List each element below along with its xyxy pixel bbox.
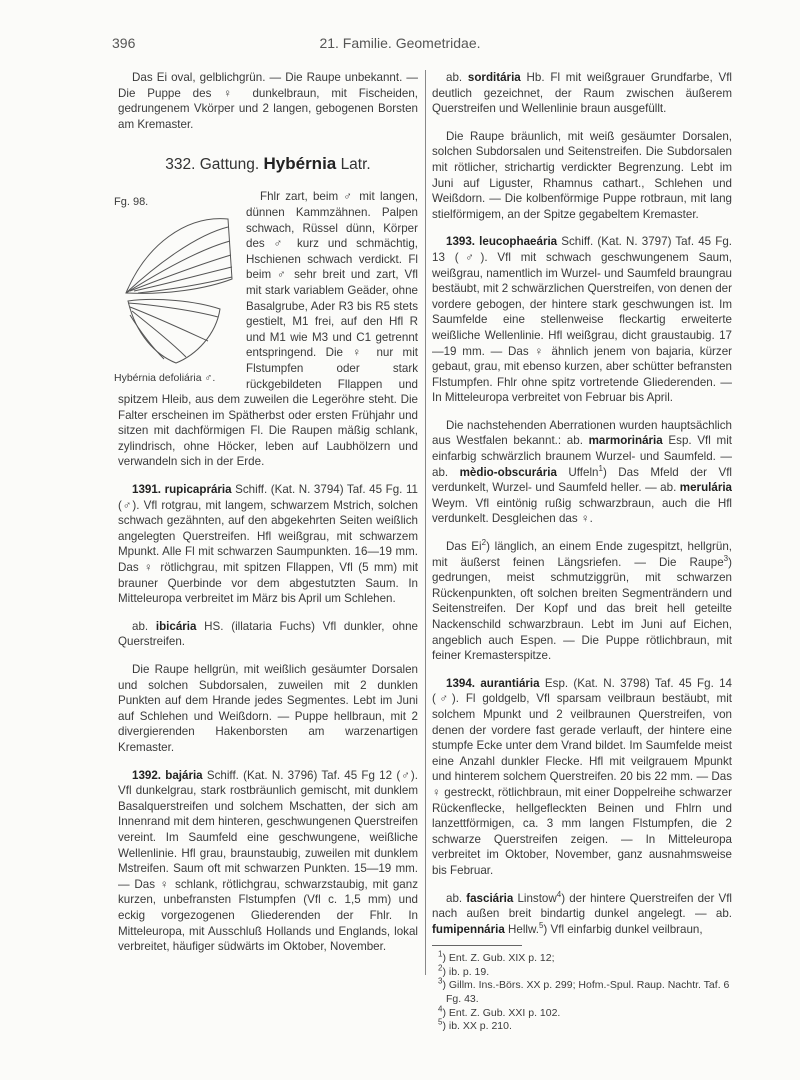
- aberration-name: fasciária: [466, 891, 514, 905]
- genus-number: 332. Gattung.: [165, 156, 260, 174]
- page-number: 396: [112, 35, 136, 51]
- genus-author: Latr.: [340, 156, 371, 174]
- intro-paragraph: Das Ei oval, gelblichgrün. — Die Raupe unbekannt. — Die Puppe des ♀ dunkelbraun, mit Fischeiden, gedrungenem Vkörper und 2 langen, gebogenen Borsten am Kremaster.: [118, 71, 418, 131]
- aberration-name: fumipennária: [432, 922, 505, 936]
- right-column: [432, 70, 732, 1034]
- species-1393: 1393. leucophaeária Schiff. (Kat. N. 3797) Taf. 45 Fg. 13 (♂). Vfl mit schwach geschwungenem Saum, weißgrau, namentlich im Wurzel- und Saumfeld braungrau bestäubt, mit 2 schwärzlichen Querstreifen, von denen der vordere gebogen, der hintere stark geschwungen ist. Im Saumfelde eine stellenweise fleckartig erweiterte weißliche Wellenlinie. Hfl weißgrau, dicht graustaubig. 17—19 mm. — Das ♀ ähnlich jenem von bajaria, kürzer gebaut, grau, mit ebenso kurzen, aber schütter befransten Flstumpfen. Fhlr ohne spitz vortretende Gliederenden. — In Mitteleuropa verbreitet von Februar bis April.: [432, 235, 732, 405]
- genus-heading: [118, 154, 418, 175]
- wing-venation-drawing: [116, 205, 236, 369]
- footnote: $^4$) Ent. Z. Gub. XXI p. 102.: [438, 1004, 561, 1019]
- species-name: 1391. rupicaprária: [132, 483, 232, 497]
- aberration-name: marmorinária: [588, 434, 663, 448]
- footnote-ref: 3: [723, 553, 729, 563]
- aberration-name: ibicária: [155, 619, 197, 633]
- raupe-1391: Die Raupe hellgrün, mit weißlich gesäumter Dorsalen und solchen Subdorsalen, zuweilen mit 2 dunklen Punkten auf dem Hrande jedes Segmentes. Lebt im Juni auf Schlehen und Weißdorn. — Puppe hellbraun, mit 2 divergierenden Hakenborsten am warzenartigen Kremaster.: [118, 663, 418, 754]
- aberration-name: sorditária: [467, 71, 521, 84]
- page-header: [112, 36, 688, 56]
- aberration-ibicaria: ab. ibicária HS. (illataria Fuchs) Vfl dunkler, ohne Querstreifen.: [118, 619, 419, 649]
- running-head: 21. Familie. Geometridae.: [319, 35, 481, 51]
- footnote: $^2$) ib. p. 19.: [438, 963, 490, 978]
- species-1392: 1392. bajária Schiff. (Kat. N. 3796) Taf. 45 Fg 12 (♂). Vfl dunkelgrau, stark rostbräunlich gemischt, mit dunklem Basalquerstreifen und solchem Mschatten, der sich am Innenrand mit dem hinteren, geschwungenen Querstreifen vereint. Im Saumfeld eine geschwungene, weißliche Wellenlinie. Hfl grau, braunstaubig, zuweilen mit dunklem Mstreifen. Saum oft mit schwarzen Punkten. 15—19 mm. — Das ♀ schlank, rötlichgrau, schwarzstaubig, mit ganz kurzen, unbefransten Flstumpfen (Vfl c. 1,5 mm) und eckig vorgezogenen Gliederenden der Fhlr. In Mitteleuropa, mit Ausschluß Hollands und Englands, lokal verbreitet, häufiger südwärts im Oktober, November.: [118, 768, 418, 954]
- aberrations-1394: ab. fasciária Linstow$^4$) der hintere Querstreifen der Vfl nach außen breit bindartig dunkel angelegt. — ab. fumipennária Hellw.$^5$) Vfl einfarbig dunkel veilbraun,: [432, 889, 732, 936]
- footnote-ref: 5: [538, 920, 544, 930]
- raupe-1392: Die Raupe bräunlich, mit weiß gesäumter Dorsalen, solchen Subdorsalen und Seitenstreifen. Die Subdorsalen mit rötlicher, strichartig verdickter Begrenzung. Lebt im Juni auf Liguster, Rhamnus cathart., Schlehen und Weißdorn. — Die kolbenförmige Puppe rotbraun, mit lang stielförmigem, an der Spitze gegabeltem Kremaster.: [432, 129, 732, 221]
- wing-venation-figure: [114, 189, 238, 389]
- species-1394: 1394. aurantiária Esp. (Kat. N. 3798) Taf. 45 Fg. 14 (♂). Fl goldgelb, Vfl sparsam veilbraun bestäubt, mit solchem Mpunkt und 2 veilbraunen Querstreifen, von denen der vordere fast gerade verlauft, der hintere eine stumpfe Ecke unter dem Vrand bildet. Im Saumfelde meist eine Anzahl dunkler Flecke. Hfl mit veilgrauem Mpunkt und hinterem solchem Querstreifen. 20 bis 22 mm. — Das ♀ gestreckt, rötlichbraun, mit einer Doppelreihe schwarzer Rückenflecke, hellgefleckten Beinen und Fhlrn und lanzettförmigen, ca. 3 mm langen Flstumpfen, die 2 schwarze Querstreifen zeigen. — In Mitteleuropa verbreitet im Oktober, November, ganz ausnahmsweise bis Februar.: [432, 676, 732, 877]
- species-name: 1393. leucophaeária: [446, 235, 558, 249]
- aberration-sorditaria: ab. sorditária Hb. Fl mit weißgrauer Grundfarbe, Vfl deutlich gezeichnet, der Raum zwischen äußerem Querstreifen und Wellenlinie braun ausgefüllt.: [432, 71, 732, 116]
- genus-name: Hybérnia: [263, 154, 337, 174]
- species-name: 1392. bajária: [132, 768, 203, 782]
- footnote: $^3$) Gillm. Ins.-Börs. XX p. 299; Hofm.-Spul. Raup. Nachtr. Taf. 6 Fg. 43.: [438, 976, 730, 1006]
- species-name: 1394. aurantiária: [446, 676, 540, 690]
- figure-caption: Hybérnia defoliária ♂.: [114, 372, 216, 385]
- footnote-ref: 2: [481, 538, 487, 548]
- footnotes: [432, 949, 732, 1034]
- footnote-ref: 4: [556, 889, 562, 899]
- footnote-rule: [432, 945, 522, 946]
- genus-description: Fhlr zart, beim ♂ mit langen, dünnen Kammzähnen. Palpen schwach, Rüssel dünn, Körper des ♂ kurz und schmächtig, Hschienen schwach verdickt. Fl beim ♂ sehr breit und zart, Vfl mit stark variablem Geäder, ohne Basalgrube, Ader R3 bis R5 stets gestielt, M1 frei, auf den Hfl R und M1 wie M3 und C1 getrennt entspringend. Die ♀ nur mit Flstumpfen oder stark rückgebildeten Fllappen und spitzem Hleib, aus dem zuweilen die Legeröhre steht. Die Falter erscheinen im Spätherbst oder ersten Frühjahr und sitzen mit dachförmigen Fl. Die Raupen mäßig schlank, zylindrisch, ohne Höcker, leben auf Laubhölzern und verwandeln sich in der Erde.: [118, 190, 418, 469]
- footnote: $^1$) Ent. Z. Gub. XIX p. 12;: [438, 949, 555, 965]
- footnote-ref: 1: [598, 463, 603, 473]
- aberration-name: mèdio-obscurária: [459, 465, 557, 479]
- ei-raupe-1393: Das Ei$^2$) länglich, an einem Ende zugespitzt, hellgrün, mit äußerst feinen Längsriefen. — Die Raupe$^3$) gedrungen, meist schmutziggrün, mit schwarzen Rückenpunkten, oft solchen breiten Segmenträndern und Seitenstreifen. Der Kopf und das breit hell geteilte Nackenschild schwarzbraun. Lebt im Juni auf Eichen, angeblich auch Espen. — Die Puppe rötlichbraun, mit feiner Kremasterspitze.: [432, 538, 732, 663]
- left-column: [114, 70, 419, 955]
- species-1391: 1391. rupicaprária Schiff. (Kat. N. 3794) Taf. 45 Fg. 11 (♂). Vfl rotgrau, mit langem, schwarzem Mstrich, solchen schwach gezähnten, auf den abgekehrten Seiten weißlich angelegten Querstreifen. Hfl weißgrau, mit schwarzem Mpunkt. Alle Fl mit schwarzen Saumpunkten. 16—19 mm. Das ♀ rötlichgrau, mit spitzen Fllappen, Vfl (5 mm) mit brauner Querbinde vor dem abgestutzten Saum. In Mitteleuropa verbreitet im März bis April um Schlehen.: [118, 483, 418, 606]
- aberrations-1393: Die nachstehenden Aberrationen wurden hauptsächlich aus Westfalen bekannt.: ab. marmorinária Esp. Vfl mit einfarbig schwärzlich braunem Wurzel- und Saumfeld. — ab. mèdio-obscurária Uffeln$^1$) Das Mfeld der Vfl verdunkelt, Wurzel- und Saumfeld heller. — ab. merulária Weym. Vfl eintönig rußig schwarzbraun, auch die Hfl verdunkelt. Desgleichen das ♀.: [432, 418, 732, 526]
- footnote: $^5$) ib. XX p. 210.: [438, 1017, 512, 1033]
- column-divider: [425, 70, 426, 975]
- figure-label: Fg. 98.: [114, 196, 149, 209]
- aberration-name: merulária: [679, 481, 732, 495]
